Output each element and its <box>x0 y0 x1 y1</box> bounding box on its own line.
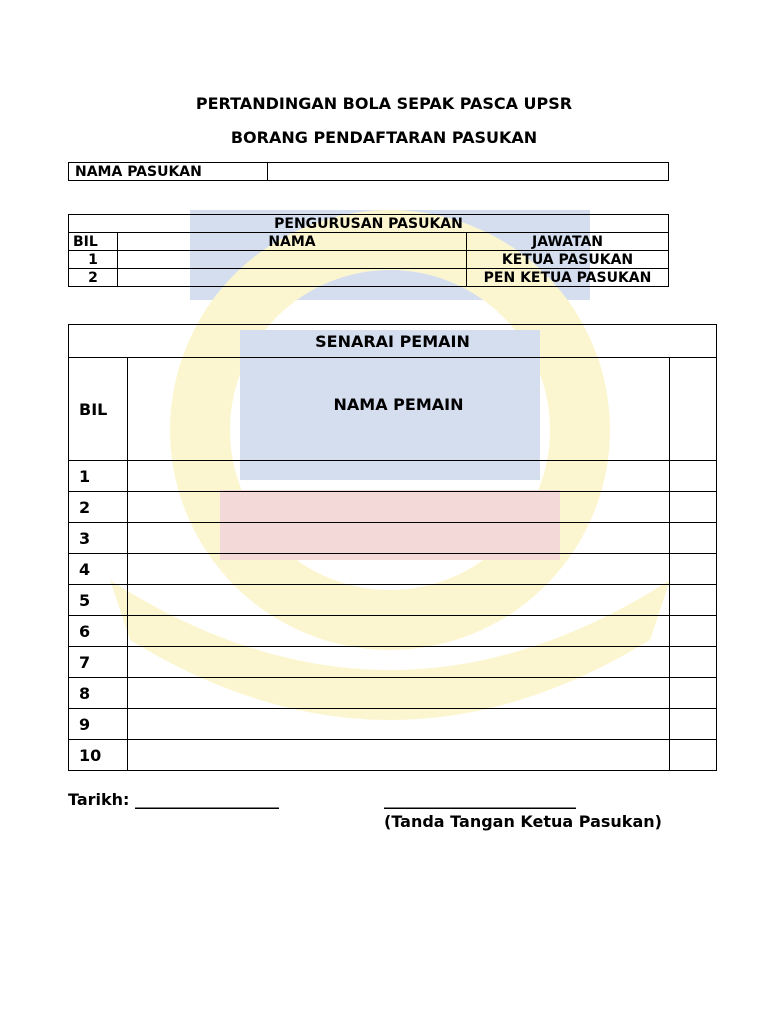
table-row <box>69 269 669 287</box>
player-name-field[interactable] <box>128 647 670 678</box>
player-col-nama: NAMA PEMAIN <box>128 358 670 461</box>
management-jawatan: PEN KETUA PASUKAN <box>467 269 669 287</box>
team-name-label: NAMA PASUKAN <box>69 163 268 181</box>
player-name-field[interactable] <box>128 616 670 647</box>
player-bil: 10 <box>69 740 128 771</box>
management-bil: 1 <box>69 251 118 269</box>
table-row <box>69 616 717 647</box>
player-extra-field[interactable] <box>670 492 717 523</box>
player-bil: 2 <box>69 492 128 523</box>
table-row <box>69 678 717 709</box>
management-nama-field[interactable] <box>118 269 467 287</box>
player-name-field[interactable] <box>128 585 670 616</box>
player-bil: 8 <box>69 678 128 709</box>
player-name-field[interactable] <box>128 740 670 771</box>
player-extra-field[interactable] <box>670 585 717 616</box>
table-row <box>69 554 717 585</box>
management-col-bil: BIL <box>69 233 118 251</box>
management-jawatan: KETUA PASUKAN <box>467 251 669 269</box>
player-name-field[interactable] <box>128 523 670 554</box>
management-table <box>68 214 669 287</box>
player-extra-field[interactable] <box>670 616 717 647</box>
signature-caption: (Tanda Tangan Ketua Pasukan) <box>384 812 662 831</box>
signature-line[interactable]: ________________________ <box>384 790 576 809</box>
table-row <box>69 492 717 523</box>
management-col-jawatan: JAWATAN <box>467 233 669 251</box>
date-field[interactable]: Tarikh: __________________ <box>68 790 280 809</box>
player-col-bil: BIL <box>69 358 128 461</box>
management-nama-field[interactable] <box>118 251 467 269</box>
player-name-field[interactable] <box>128 554 670 585</box>
table-row <box>69 709 717 740</box>
table-row <box>69 585 717 616</box>
player-bil: 1 <box>69 461 128 492</box>
player-name-field[interactable] <box>128 678 670 709</box>
player-list-table <box>68 324 717 771</box>
player-name-field[interactable] <box>128 461 670 492</box>
player-extra-field[interactable] <box>670 647 717 678</box>
table-row <box>69 523 717 554</box>
management-col-nama: NAMA <box>118 233 467 251</box>
management-heading: PENGURUSAN PASUKAN <box>69 215 669 233</box>
form-subtitle: BORANG PENDAFTARAN PASUKAN <box>230 128 538 147</box>
player-extra-field[interactable] <box>670 554 717 585</box>
player-extra-field[interactable] <box>670 740 717 771</box>
player-name-field[interactable] <box>128 709 670 740</box>
player-extra-field[interactable] <box>670 523 717 554</box>
form-title: PERTANDINGAN BOLA SEPAK PASCA UPSR <box>195 94 573 113</box>
player-bil: 4 <box>69 554 128 585</box>
player-bil: 3 <box>69 523 128 554</box>
player-bil: 5 <box>69 585 128 616</box>
player-name-field[interactable] <box>128 492 670 523</box>
team-name-field[interactable] <box>268 163 669 181</box>
player-extra-field[interactable] <box>670 461 717 492</box>
table-row <box>69 461 717 492</box>
table-row <box>69 251 669 269</box>
table-row <box>69 647 717 678</box>
player-col-extra <box>670 358 717 461</box>
player-bil: 7 <box>69 647 128 678</box>
player-list-heading: SENARAI PEMAIN <box>69 325 717 358</box>
player-extra-field[interactable] <box>670 678 717 709</box>
player-bil: 9 <box>69 709 128 740</box>
team-name-table <box>68 162 669 181</box>
table-row <box>69 740 717 771</box>
management-bil: 2 <box>69 269 118 287</box>
player-bil: 6 <box>69 616 128 647</box>
player-extra-field[interactable] <box>670 709 717 740</box>
